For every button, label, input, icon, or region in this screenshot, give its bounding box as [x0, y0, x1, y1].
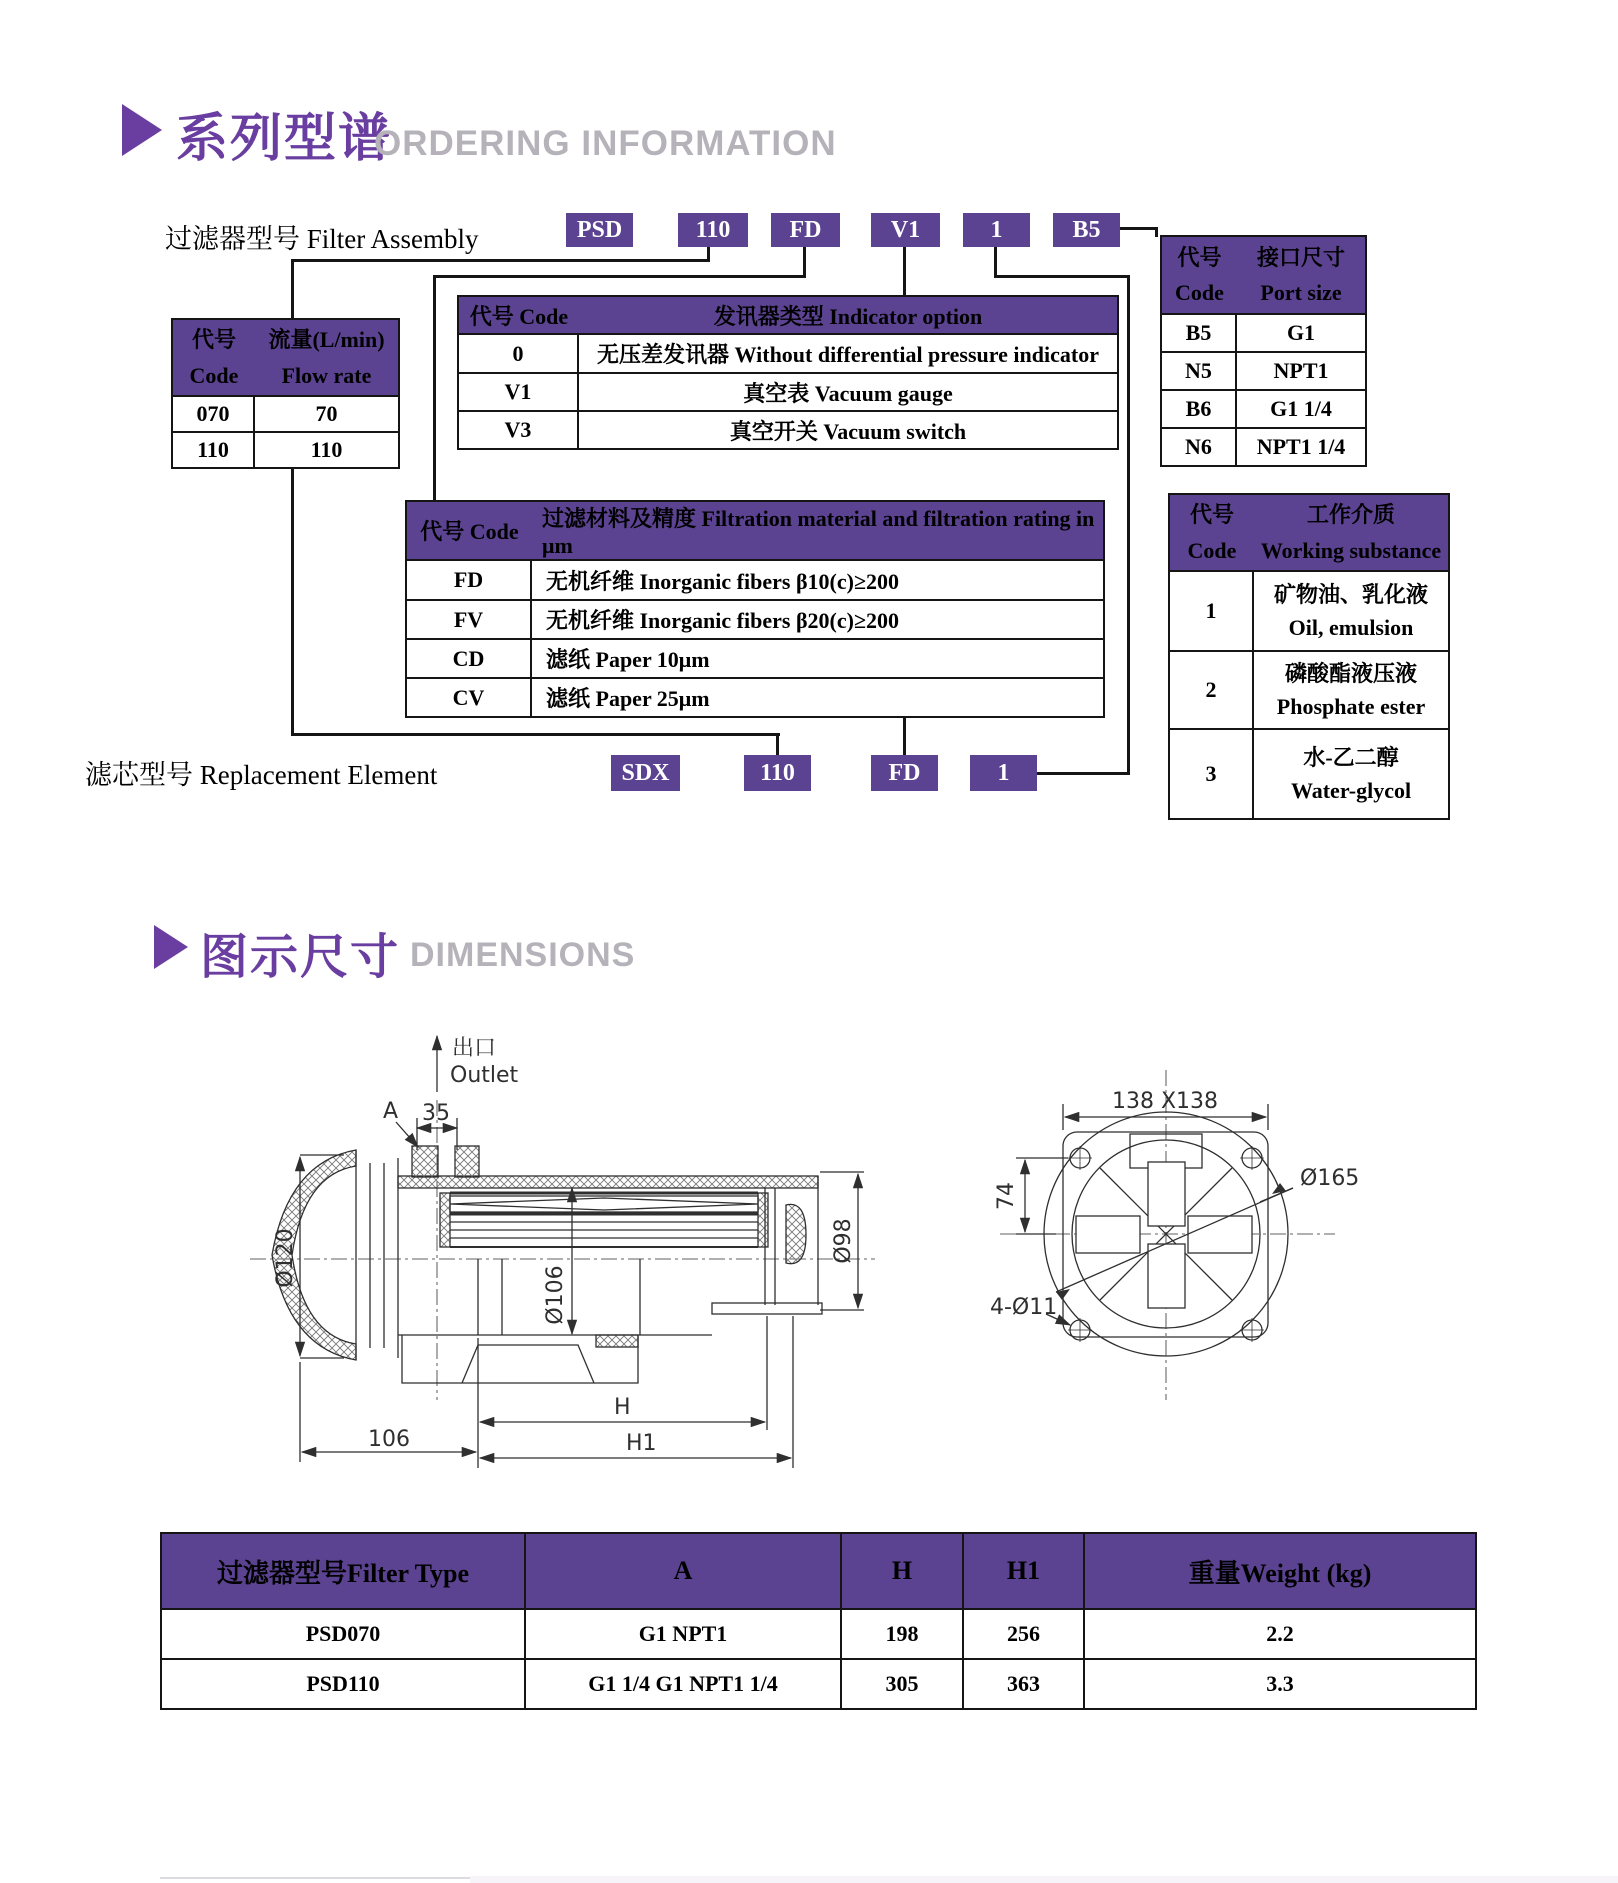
- dim-138-label: 138 X138: [1111, 1089, 1219, 1114]
- dim-74-label: 74: [994, 1182, 1019, 1210]
- connector-line: [1037, 772, 1129, 775]
- assembly-code-box: FD: [771, 213, 840, 247]
- col-header: 代号 Code: [420, 519, 519, 544]
- dia-106-label: Ø106: [543, 1265, 568, 1325]
- flow-rate-table: 代号 Code 流量(L/min) Flow rate 070 70 110 110: [171, 318, 400, 469]
- connector-line: [291, 261, 294, 318]
- dim-h-label: H: [614, 1395, 631, 1420]
- dia-98-label: Ø98: [831, 1218, 856, 1264]
- section1-arrow-icon: [122, 104, 162, 156]
- connector-line: [803, 247, 806, 276]
- col-header: 发讯器类型 Indicator option: [713, 303, 983, 329]
- table-row: B6 G1 1/4: [1161, 390, 1366, 428]
- col-header: 代号: [1189, 502, 1234, 528]
- col-header: 工作介质: [1307, 502, 1396, 528]
- filter-assembly-label: 过滤器型号 Filter Assembly: [165, 224, 479, 254]
- indicator-option-table: [457, 295, 1119, 450]
- table-row: CD 滤纸 Paper 10μm: [406, 639, 1104, 678]
- table-row: PSD110 G1 1/4 G1 NPT1 1/4 305 363 3.3: [161, 1659, 1476, 1709]
- connector-line: [1155, 227, 1158, 237]
- assembly-code-box: 1: [963, 213, 1030, 247]
- replacement-element-label: 滤芯型号 Replacement Element: [85, 760, 438, 790]
- table-row: PSD070 G1 NPT1 198 256 2.2: [161, 1609, 1476, 1659]
- connector-line: [291, 259, 710, 262]
- assembly-code-box: PSD: [566, 213, 633, 247]
- spec-table: [160, 1532, 1477, 1710]
- col-header: 过滤器型号Filter Type: [161, 1533, 525, 1609]
- table-row: V3 真空开关 Vacuum switch: [458, 411, 1118, 449]
- col-header: H: [841, 1533, 963, 1609]
- dim-a-label: A: [383, 1099, 399, 1124]
- assembly-code-box: 110: [678, 213, 748, 247]
- col-header: 代号: [1177, 244, 1222, 270]
- col-header: H1: [963, 1533, 1084, 1609]
- table-row: N5 NPT1: [1161, 352, 1366, 390]
- bolt-holes-label: 4-Ø11: [990, 1295, 1058, 1320]
- side-view-drawing: [250, 1036, 875, 1468]
- connector-line: [903, 247, 906, 295]
- flange-view-drawing: [1000, 1070, 1335, 1400]
- replacement-code-box: FD: [871, 755, 938, 791]
- connector-line: [433, 277, 436, 501]
- dimension-drawings: [0, 1000, 1618, 1500]
- replacement-code-box: SDX: [611, 755, 680, 791]
- table-row: FV 无机纤维 Inorganic fibers β20(c)≥200: [406, 600, 1104, 639]
- outlet-label-cn: 出口: [452, 1036, 497, 1061]
- table-row: FD 无机纤维 Inorganic fibers β10(c)≥200: [406, 560, 1104, 600]
- connector-line: [776, 735, 779, 756]
- table-row: 2 磷酸酯液压液 Phosphate ester: [1169, 651, 1449, 729]
- col-header: 代号: [191, 327, 236, 353]
- dia-165-label: Ø165: [1300, 1166, 1360, 1191]
- filtration-material-table: [405, 500, 1105, 718]
- connector-line: [1127, 275, 1130, 775]
- connector-line: [994, 275, 1130, 278]
- replacement-code-box: 1: [970, 755, 1037, 791]
- page-bottom-artifact: [470, 1876, 1618, 1883]
- table-row: 070 70: [172, 396, 399, 432]
- table-row: 0 无压差发讯器 Without differential pressure indicator: [458, 334, 1118, 373]
- port-size-table: 代号 Code 接口尺寸 Port size B5 G1 N5 NPT1 B6 G1 1/4 N6 NPT1 1/4: [1160, 235, 1367, 467]
- col-header: 代号 Code: [469, 303, 569, 329]
- working-substance-table: 代号 Code 工作介质 Working substance 1 矿物油、乳化液 Oil, emulsion 2 磷酸酯液压液 Phosphate ester 3 水-乙二醇 Water-glycol: [1168, 493, 1450, 820]
- section2-title-cn: 图示尺寸: [200, 931, 401, 984]
- table-row: 110 110: [172, 432, 399, 468]
- page-bottom-artifact: [160, 1877, 470, 1879]
- assembly-code-box: B5: [1053, 213, 1120, 247]
- table-row: V1 真空表 Vacuum gauge: [458, 373, 1118, 411]
- section2-title-en: DIMENSIONS: [410, 936, 636, 974]
- connector-line: [291, 467, 294, 733]
- section1-title-en: ORDERING INFORMATION: [374, 124, 837, 163]
- col-header: A: [525, 1533, 841, 1609]
- col-header: 过滤材料及精度 Filtration material and filtration rating in μm: [542, 506, 1095, 558]
- col-header: 重量Weight (kg): [1084, 1533, 1476, 1609]
- connector-line: [291, 733, 780, 736]
- replacement-code-box: 110: [744, 755, 811, 791]
- section2-arrow-icon: [154, 925, 188, 969]
- table-row: 3 水-乙二醇 Water-glycol: [1169, 729, 1449, 819]
- table-row: N6 NPT1 1/4: [1161, 428, 1366, 466]
- table-row: B5 G1: [1161, 314, 1366, 352]
- connector-line: [994, 247, 997, 277]
- outlet-label-en: Outlet: [450, 1063, 519, 1088]
- section1-title-cn: 系列型谱: [176, 110, 393, 168]
- table-row: CV 滤纸 Paper 25μm: [406, 678, 1104, 717]
- dim-106-label: 106: [368, 1427, 410, 1452]
- dia-120-label: Ø120: [273, 1228, 298, 1288]
- connector-line: [1120, 227, 1158, 230]
- table-row: 1 矿物油、乳化液 Oil, emulsion: [1169, 571, 1449, 651]
- dim-h1-label: H1: [626, 1431, 657, 1456]
- connector-line: [433, 275, 806, 278]
- assembly-code-box: V1: [871, 213, 940, 247]
- col-header: 流量(L/min): [268, 327, 385, 353]
- dim-35-label: 35: [422, 1101, 450, 1126]
- col-header: 接口尺寸: [1257, 244, 1346, 270]
